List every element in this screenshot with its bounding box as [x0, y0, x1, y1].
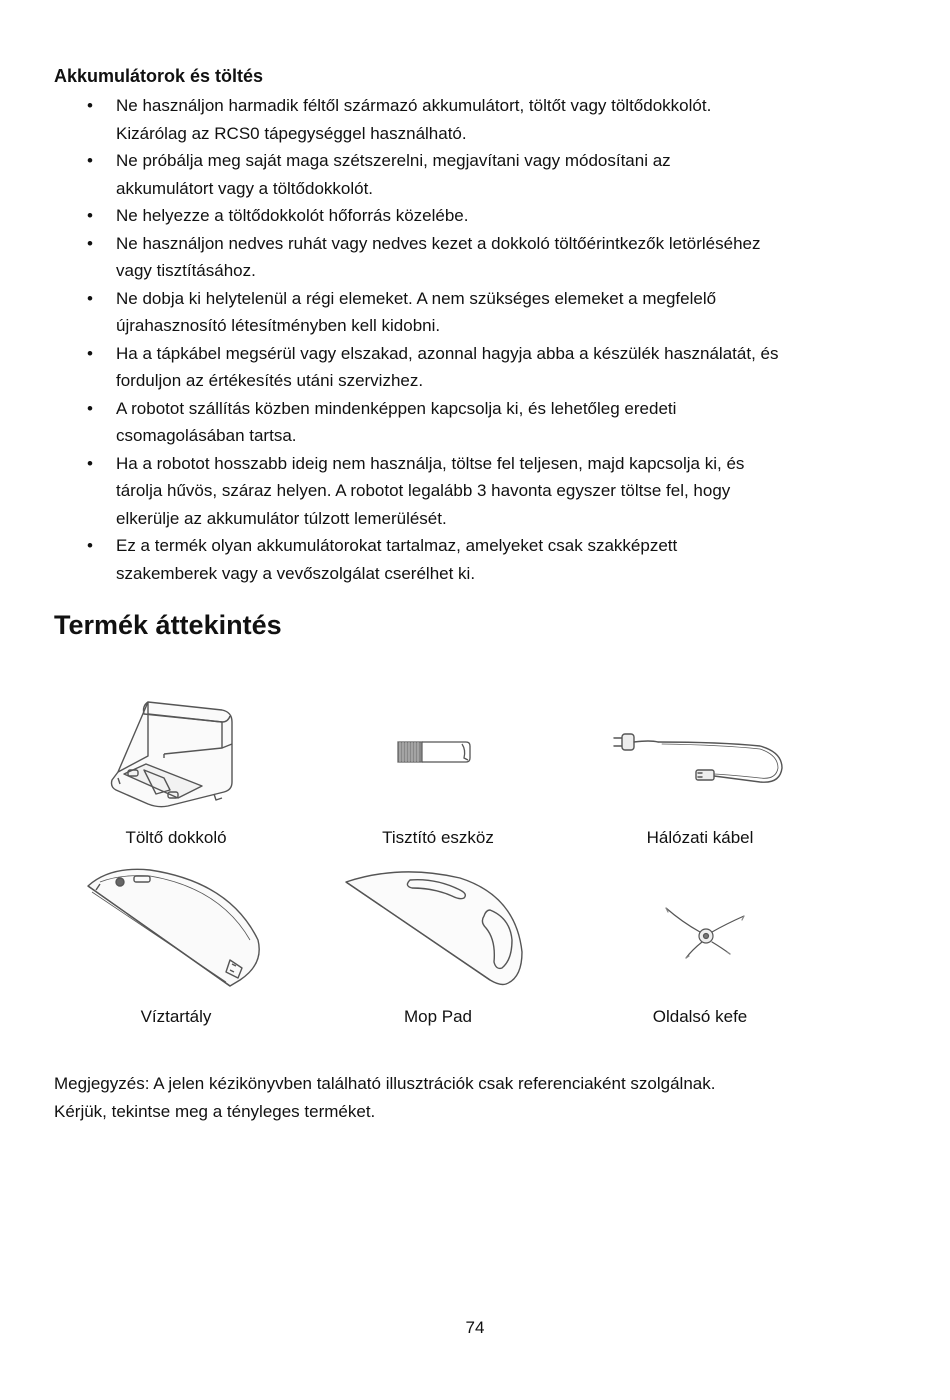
side-brush-illustration	[660, 904, 750, 962]
section-heading: Akkumulátorok és töltés	[54, 66, 264, 86]
note-line-2: Kérjük, tekintse meg a tényleges terméket.	[54, 1102, 376, 1121]
water-tank-illustration	[80, 860, 270, 990]
bullet-item	[84, 92, 884, 147]
bullet-text-line: tárolja hűvös, száraz helyen. A robotot legalább 3 havonta egyszer töltse fel, hogy	[116, 481, 731, 500]
bullet-text-line: akkumulátort vagy a töltődokkolót.	[116, 178, 374, 198]
item-label-power-cable: Hálózati kábel	[646, 828, 754, 847]
bullet-item	[84, 395, 884, 450]
bullet-text-line: Kizárólag az RCS0 tápegységgel használható.	[116, 123, 467, 143]
bullet-text-line: csomagolásában tartsa.	[116, 426, 297, 445]
safety-bullet-list	[84, 92, 884, 587]
illustration-note	[54, 1070, 914, 1126]
power-cable-illustration	[610, 718, 790, 792]
bullet-text-line: szakemberek vagy a vevőszolgálat cserélhet ki.	[116, 563, 476, 583]
bullet-text-line: forduljon az értékesítés utáni szervizhez.	[116, 371, 424, 390]
bullet-text-line: Ha a robotot hosszabb ideig nem használja, töltse fel teljesen, majd kapcsolja ki, és	[116, 453, 745, 473]
bullet-glyph: •	[87, 398, 93, 418]
product-overview-title: Termék áttekintés	[54, 610, 282, 640]
bullet-text-line: Ne próbálja meg saját maga szétszerelni, megjavítani vagy módosítani az	[116, 151, 671, 170]
item-label-mop-pad: Mop Pad	[403, 1007, 473, 1026]
item-label-side-brush: Oldalsó kefe	[652, 1007, 748, 1026]
bullet-text-line: Ne dobja ki helytelenül a régi elemeket. A nem szükséges elemeket a megfelelő	[116, 288, 717, 308]
item-label-charging-dock: Töltő dokkoló	[125, 828, 227, 847]
bullet-item	[84, 202, 884, 230]
bullet-item	[84, 230, 884, 285]
bullet-text-line: Ez a termék olyan akkumulátorokat tartalmaz, amelyeket csak szakképzett	[116, 536, 678, 555]
bullet-text-line: Ne használjon harmadik féltől származó akkumulátort, töltőt vagy töltődokkolót.	[116, 96, 712, 115]
bullet-item	[84, 532, 884, 587]
bullet-glyph: •	[87, 151, 93, 170]
bullet-item	[84, 340, 884, 395]
bullet-glyph: •	[87, 343, 93, 363]
note-line-1: Megjegyzés: A jelen kézikönyvben található illusztrációk csak referenciaként szolgálnak.	[54, 1074, 716, 1093]
item-label-cleaning-tool: Tisztító eszköz	[382, 828, 494, 847]
bullet-text-line: Ha a tápkábel megsérül vagy elszakad, azonnal hagyja abba a készülék használatát, és	[116, 343, 779, 363]
item-label-water-tank: Víztartály	[140, 1007, 212, 1026]
bullet-text-line: Ne használjon nedves ruhát vagy nedves kezet a dokkoló töltőérintkezők letörléséhez	[116, 233, 761, 253]
page-number: 74	[465, 1318, 485, 1337]
bullet-item	[84, 450, 884, 533]
mop-pad-illustration	[340, 860, 530, 990]
bullet-glyph: •	[87, 233, 93, 253]
bullet-item	[84, 147, 884, 202]
bullet-item	[84, 285, 884, 340]
bullet-text-line: vagy tisztításához.	[116, 261, 256, 280]
cleaning-tool-illustration	[396, 736, 476, 768]
bullet-text-line: újrahasznosító létesítményben kell kidobni.	[116, 316, 441, 335]
bullet-text-line: elkerülje az akkumulátor túlzott lemerülését.	[116, 508, 447, 528]
bullet-glyph: •	[87, 453, 93, 473]
charging-dock-illustration	[104, 694, 244, 814]
bullet-text-line: A robotot szállítás közben mindenképpen kapcsolja ki, és lehetőleg eredeti	[116, 398, 677, 418]
bullet-glyph: •	[87, 288, 93, 308]
bullet-glyph: •	[87, 206, 93, 225]
bullet-glyph: •	[87, 96, 93, 115]
bullet-glyph: •	[87, 536, 93, 555]
bullet-text-line: Ne helyezze a töltődokkolót hőforrás közelébe.	[116, 206, 469, 225]
